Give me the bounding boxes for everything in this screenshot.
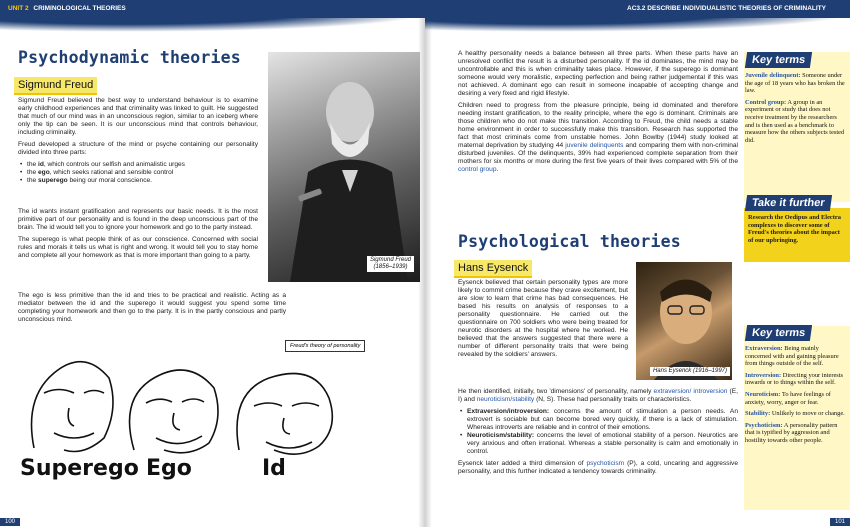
personality-illustration — [14, 338, 364, 488]
right-body-lower — [458, 388, 738, 480]
key-terms-list-2 — [745, 345, 845, 449]
label-ego: Ego — [146, 456, 192, 481]
eysenck-photo — [636, 262, 732, 380]
header-splash-right — [425, 14, 850, 32]
header-splash-left — [0, 14, 425, 32]
label-superego: Superego — [20, 456, 139, 481]
page-number-left: 100 — [0, 518, 20, 526]
section-title-psychological: Psychological theories — [458, 232, 681, 251]
paragraph: The ego is less primitive than the id and tries to be practical and realistic. Acting as a mediator between the id and the superego it would suggest you spend some time completing your homework and then go to the party. It is in the partly conscious and partly unconscious mind. — [18, 292, 286, 323]
key-term: Stability: Unlikely to move or change. — [745, 410, 845, 418]
list-item: • the id, which controls our selfish and animalistic urges — [18, 161, 258, 169]
page-gutter — [418, 0, 432, 527]
link-psychoticism[interactable]: psychoticism — [586, 460, 625, 467]
label-id: Id — [262, 456, 286, 481]
key-terms-title-1: Key terms — [745, 52, 812, 68]
paragraph: Freud developed a structure of the mind or psyche containing our personality divided into three parts: — [18, 141, 258, 156]
dimensions-list — [458, 408, 738, 456]
left-body-mid — [18, 208, 258, 264]
illustration-caption: Freud's theory of personality — [285, 340, 365, 352]
paragraph: The superego is what people think of as our conscience. Concerned with social rules and morals it tells us what is right and wrong. It would tell you to stay home and complete all your homework as that is more important than going to a party. — [18, 236, 258, 259]
section-title-psychodynamic: Psychodynamic theories — [18, 48, 241, 67]
freud-caption: Sigmund Freud (1856–1939) — [367, 256, 414, 272]
eysenck-caption: Hans Eysenck (1916–1997) — [650, 367, 730, 376]
paragraph: He then identified, initially, two 'dimensions' of personality, namely extraversion/ introversion (E, I) and neuroticism/stability (N, S). These had personality traits or characteristics. — [458, 388, 738, 403]
paragraph: A healthy personality needs a balance between all three parts. When these parts have an unresolved conflict the result is a disturbed personality. If the id dominates, the mind may be uncontrollable and this is when criminality takes place. However, if the superego is dominant someone would very moralistic, expecting perfection and being rather judgemental if this was not achieved. A dominant ego can result in someone incapable of accepting change and desiring a very fixed and rigid lifestyle. — [458, 50, 738, 97]
list-item: • the superego being our moral conscience. — [18, 177, 258, 185]
page-number-right: 101 — [830, 518, 850, 526]
link-control-group[interactable]: control group — [458, 166, 497, 173]
paragraph: Eysenck believed that certain personality types are more likely to commit crime because they crave excitement, but are slow to learn that crime has bad consequences. He based his results on analysis of responses to a personality questionnaire. He carried out the questionnaire on 700 soldiers who were being treated for neurotic disorders at the hospital where he worked. He believed that the answers suggested that there were a number of different personality traits that were being revealed by the soldiers' answers. — [458, 279, 628, 358]
link-juvenile-delinquents[interactable]: juvenile delinquents — [565, 142, 624, 149]
key-term: Control group: A group in an experiment or study that does not receive treatment by the researchers and is then used as a benchmark to measure how the others subjects tested did. — [745, 98, 845, 144]
portrait-silhouette — [268, 52, 420, 282]
key-terms-list-1 — [745, 72, 845, 148]
list-item: • Extraversion/introversion: concerns the amount of stimulation a person needs. An extrovert is sociable but can become bored very quickly, if there is a lack of stimulation. Whereas introverts are reliable and in control of their emotions. — [458, 408, 738, 432]
subhead-freud: Sigmund Freud — [14, 77, 97, 95]
left-body-lower — [18, 292, 286, 328]
list-item: • the ego, which seeks rational and sensible control — [18, 169, 258, 177]
take-it-further-text: Research the Oedipus and Electra complexes to discover some of Freud's theories about the impact of our upbringing. — [748, 214, 841, 244]
take-it-further-title: Take it further — [745, 195, 832, 211]
right-body-upper — [458, 50, 738, 178]
subhead-eysenck: Hans Eysenck — [454, 260, 532, 278]
assessment-criterion: AC3.2 DESCRIBE INDIVIDUALISTIC THEORIES OF CRIMINALITY — [627, 5, 826, 12]
link-extraversion-introversion[interactable]: extraversion/ introversion — [653, 388, 728, 395]
key-term: Neuroticism: To have feelings of anxiety, worry, anger or fear. — [745, 390, 831, 406]
link-neuroticism-stability[interactable]: neuroticism/stability — [476, 396, 535, 403]
psyche-parts-list — [18, 161, 258, 185]
list-item: • Neuroticism/stability: concerns the level of emotional stability of a person. Neurotics are very anxious and often irrational. Whereas a stable personality is calm and emotionally in control. — [458, 432, 738, 456]
paragraph: The id wants instant gratification and represents our basic needs. It is the most primitive part of our personality and is found in the deep unconscious part of the brain. The id would tell you to ignore your homework and go to the party instead. — [18, 208, 258, 231]
key-terms-title-2: Key terms — [745, 325, 812, 341]
key-term: Juvenile delinquent: Someone under the age of 18 years who has broken the law. — [745, 72, 845, 95]
freud-photo — [268, 52, 420, 282]
key-term: Psychoticism: A personality pattern that is typified by aggression and hostility towards other people. — [745, 421, 838, 444]
unit-number: UNIT 2 — [8, 5, 29, 12]
portrait-silhouette — [636, 262, 732, 380]
paragraph: Children need to progress from the pleasure principle, being id dominated and therefore needing instant gratification, to the reality principle, where the ego is dominant. Criminals are those children who do not make this transition. According to Freud, the child needs a stable home environment in order to successfully make this transition. Research has supported the fact that most criminals come from unstable homes. John Bowlby (1944) study looked at maternal deprivation by studying 44 juvenile delinquents and comparing them with non-criminal disturbed juveniles. Of the delinquents, 39% had experienced complete separation from their mothers for six months or more during the first five years of their lives compared with 5% of the control group. — [458, 102, 738, 173]
key-term: Extraversion: Being mainly concerned with and gaining pleasure from things outside of the self. — [745, 345, 839, 368]
paragraph: Eysenck later added a third dimension of psychoticism (P), a cold, uncaring and aggressive personality, and this further indicated a tendency towards criminality. — [458, 460, 738, 475]
paragraph: Sigmund Freud believed the best way to understand behaviour is to examine early childhood experiences and that criminality was linked to guilt. He suggested that much of our mind was in an unconscious region, similar to an iceberg where only the tip can be seen. It is our unconscious mind that controls behaviour, including criminality. — [18, 97, 258, 136]
left-body-upper — [18, 97, 258, 189]
right-body-mid — [458, 279, 628, 363]
key-term: Introversion: Directing your interests inwards or to things within the self. — [745, 371, 844, 387]
unit-title: CRIMINOLOGICAL THEORIES — [33, 5, 126, 12]
